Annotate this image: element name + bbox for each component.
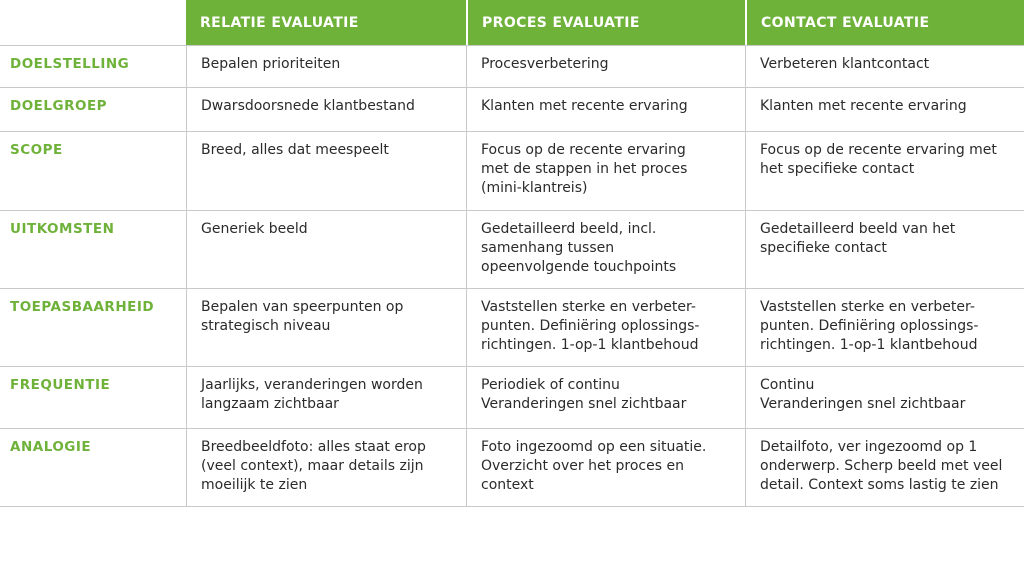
cell-proces [466,45,745,87]
row-label: TOEPASBAARHEID [0,288,186,366]
cell-contact [745,210,1024,288]
cell-relatie [186,288,466,366]
table-row [0,428,1024,507]
cell-text-line: Detailfoto, ver ingezoomd op 1 [760,439,978,455]
header-corner [0,0,186,45]
cell-text-line: Bepalen prioriteiten [201,56,341,72]
cell-relatie [186,45,466,87]
cell-contact [745,366,1024,428]
cell-text-line: richtingen. 1-op-1 klantbehoud [760,337,978,353]
cell-text-line: Bepalen van speerpunten op [201,299,404,315]
cell-proces [466,210,745,288]
cell-text-line: Gedetailleerd beeld, incl. [481,221,657,237]
cell-text-line: langzaam zichtbaar [201,396,339,412]
cell-text-line: (mini-klantreis) [481,180,588,196]
table-body [0,45,1024,507]
cell-text-line: Gedetailleerd beeld van het [760,221,956,237]
cell-text-line: Jaarlijks, veranderingen worden [201,377,423,393]
cell-text-line: Veranderingen snel zichtbaar [760,396,966,412]
cell-text-line: opeenvolgende touchpoints [481,259,677,275]
row-label: DOELSTELLING [0,45,186,87]
cell-text-line: Klanten met recente ervaring [760,98,967,114]
cell-text-line: Generiek beeld [201,221,308,237]
header-row [0,0,1024,45]
cell-proces [466,131,745,210]
row-label: ANALOGIE [0,428,186,507]
cell-proces [466,366,745,428]
cell-text-line: Periodiek of continu [481,377,620,393]
cell-contact [745,288,1024,366]
cell-relatie [186,131,466,210]
row-label: DOELGROEP [0,87,186,131]
cell-proces [466,288,745,366]
cell-text-line: Klanten met recente ervaring [481,98,688,114]
cell-text-line: samenhang tussen [481,240,615,256]
cell-text-line: Vaststellen sterke en verbeter- [481,299,696,315]
cell-proces [466,87,745,131]
cell-proces [466,428,745,507]
cell-contact [745,45,1024,87]
cell-text-line: Vaststellen sterke en verbeter- [760,299,975,315]
cell-text-line: Focus op de recente ervaring [481,142,686,158]
cell-text-line: context [481,477,534,493]
table-row [0,131,1024,210]
column-header-proces: PROCES EVALUATIE [466,0,745,45]
column-header-contact: CONTACT EVALUATIE [745,0,1024,45]
row-label: FREQUENTIE [0,366,186,428]
table-row [0,210,1024,288]
table-row [0,288,1024,366]
cell-text-line: richtingen. 1-op-1 klantbehoud [481,337,699,353]
table-header [0,0,1024,45]
cell-text-line: (veel context), maar details zijn [201,458,424,474]
column-header-relatie: RELATIE EVALUATIE [186,0,466,45]
cell-text-line: strategisch niveau [201,318,331,334]
row-label: SCOPE [0,131,186,210]
cell-relatie [186,428,466,507]
cell-text-line: onderwerp. Scherp beeld met veel [760,458,1003,474]
table-row [0,366,1024,428]
cell-contact [745,131,1024,210]
cell-text-line: Verbeteren klantcontact [760,56,930,72]
cell-text-line: punten. Definiëring oplossings- [760,318,979,334]
cell-text-line: met de stappen in het proces [481,161,688,177]
cell-text-line: Breed, alles dat meespeelt [201,142,389,158]
cell-text-line: het specifieke contact [760,161,915,177]
table-row [0,87,1024,131]
cell-relatie [186,366,466,428]
cell-text-line: Foto ingezoomd op een situatie. [481,439,707,455]
cell-text-line: Overzicht over het proces en [481,458,684,474]
cell-text-line: Procesverbetering [481,56,609,72]
cell-contact [745,87,1024,131]
cell-text-line: Focus op de recente ervaring met [760,142,997,158]
row-label: UITKOMSTEN [0,210,186,288]
cell-contact [745,428,1024,507]
cell-text-line: specifieke contact [760,240,887,256]
cell-text-line: moeilijk te zien [201,477,308,493]
cell-relatie [186,210,466,288]
table-row [0,45,1024,87]
cell-text-line: Dwarsdoorsnede klantbestand [201,98,415,114]
cell-text-line: detail. Context soms lastig te zien [760,477,999,493]
cell-text-line: punten. Definiëring oplossings- [481,318,700,334]
cell-text-line: Breedbeeldfoto: alles staat erop [201,439,426,455]
cell-text-line: Veranderingen snel zichtbaar [481,396,687,412]
cell-relatie [186,87,466,131]
cell-text-line: Continu [760,377,815,393]
